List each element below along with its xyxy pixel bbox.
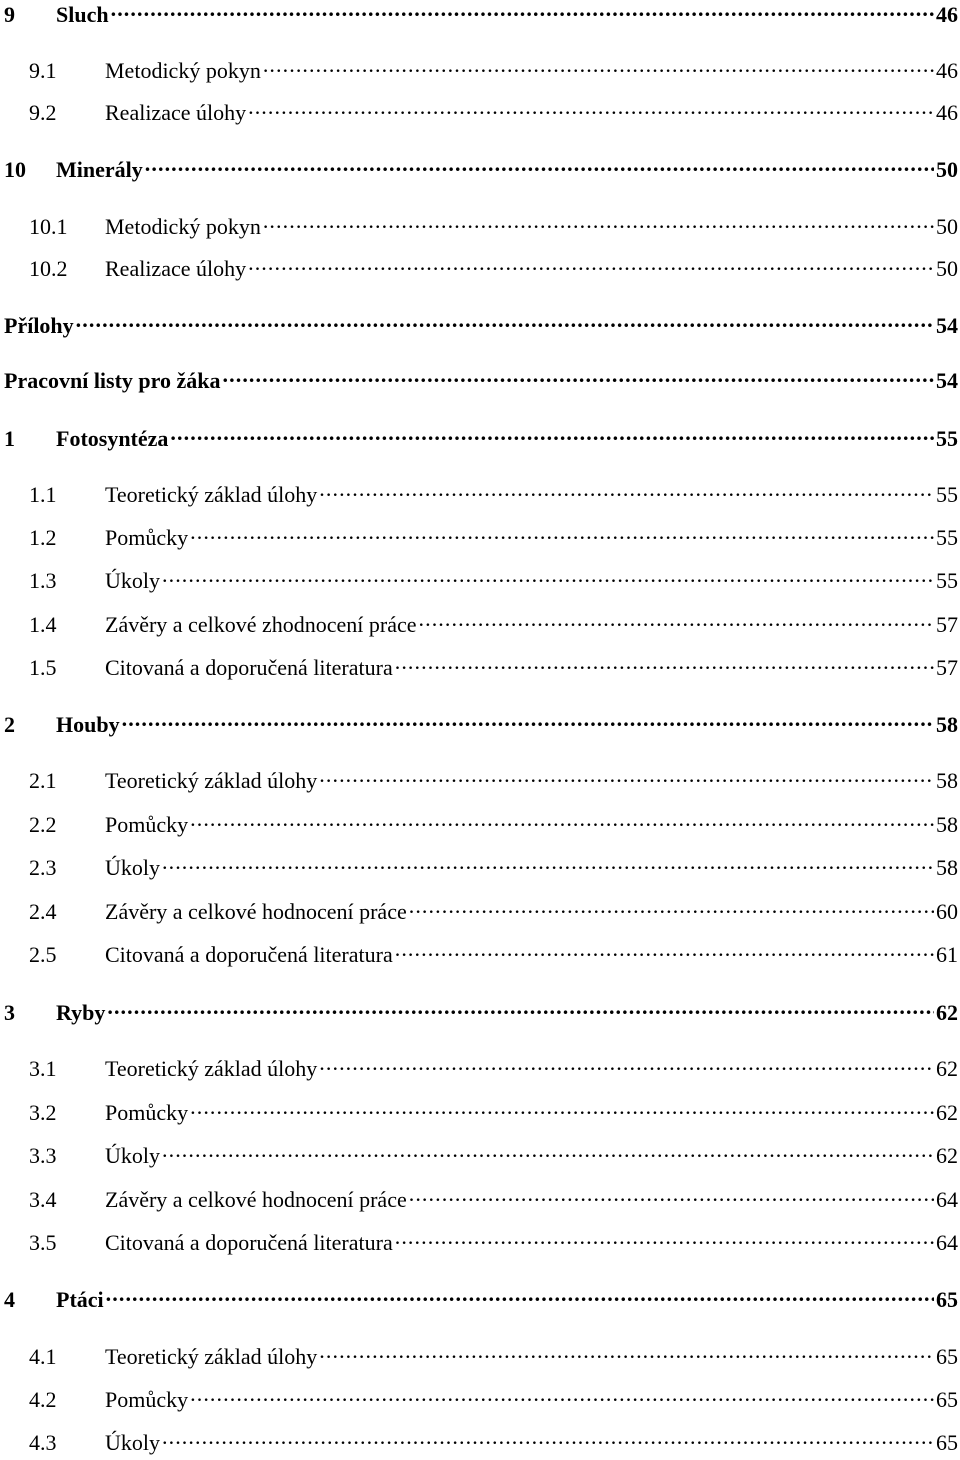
toc-entry-title: Pracovní listy pro žáka	[4, 368, 221, 393]
toc-entry-number: 2	[4, 712, 15, 737]
toc-entry-number: 4.2	[29, 1387, 57, 1412]
toc-entry-page: 55	[936, 482, 958, 507]
toc-entry-title: Teoretický základ úlohy	[105, 482, 318, 507]
toc-entry-page: 57	[936, 655, 958, 680]
toc-dot-leader	[319, 1054, 934, 1076]
toc-entry-page: 54	[936, 313, 958, 338]
toc-dot-leader	[106, 1285, 934, 1307]
toc-dot-leader	[409, 1185, 934, 1207]
toc-entry-title: Metodický pokyn	[105, 214, 261, 239]
toc-entry-page: 55	[936, 525, 958, 550]
toc-entry-number: 10	[4, 157, 26, 182]
toc-section-entry[interactable]	[0, 1228, 960, 1260]
toc-dot-leader	[263, 212, 934, 234]
toc-section-entry[interactable]	[0, 1141, 960, 1173]
toc-section-entry[interactable]	[0, 1428, 960, 1460]
toc-entry-page: 46	[936, 58, 958, 83]
toc-chapter-entry[interactable]	[0, 366, 960, 398]
toc-entry-page: 60	[936, 899, 958, 924]
toc-dot-leader	[76, 311, 934, 333]
toc-entry-title: Závěry a celkové hodnocení práce	[105, 899, 407, 924]
toc-dot-leader	[111, 0, 934, 22]
toc-entry-number: 9.2	[29, 100, 57, 125]
toc-section-entry[interactable]	[0, 1185, 960, 1217]
toc-dot-leader	[319, 1342, 934, 1364]
toc-entry-number: 2.1	[29, 768, 57, 793]
toc-entry-number: 3.1	[29, 1056, 57, 1081]
toc-entry-number: 1.5	[29, 655, 57, 680]
toc-entry-number: 1	[4, 426, 15, 451]
toc-chapter-entry[interactable]	[0, 710, 960, 742]
toc-chapter-entry[interactable]	[0, 155, 960, 187]
toc-section-entry[interactable]	[0, 566, 960, 598]
toc-chapter-entry[interactable]	[0, 0, 960, 32]
toc-entry-title: Úkoly	[105, 855, 160, 880]
toc-entry-page: 46	[936, 2, 958, 27]
toc-entry-number: 10.1	[29, 214, 68, 239]
toc-dot-leader	[162, 1428, 934, 1450]
toc-entry-number: 9	[4, 2, 15, 27]
toc-section-entry[interactable]	[0, 56, 960, 88]
toc-entry-number: 10.2	[29, 256, 68, 281]
toc-entry-title: Teoretický základ úlohy	[105, 768, 318, 793]
toc-entry-page: 62	[936, 1100, 958, 1125]
toc-entry-number: 2.4	[29, 899, 57, 924]
toc-entry-page: 58	[936, 712, 958, 737]
toc-entry-number: 4	[4, 1287, 15, 1312]
toc-dot-leader	[319, 766, 934, 788]
toc-entry-number: 1.2	[29, 525, 57, 550]
toc-section-entry[interactable]	[0, 1054, 960, 1086]
toc-section-entry[interactable]	[0, 254, 960, 286]
toc-dot-leader	[162, 853, 934, 875]
toc-section-entry[interactable]	[0, 1385, 960, 1417]
toc-entry-title: Minerály	[56, 157, 143, 182]
toc-entry-page: 54	[936, 368, 958, 393]
toc-dot-leader	[248, 98, 934, 120]
toc-section-entry[interactable]	[0, 212, 960, 244]
toc-entry-title: Citovaná a doporučená literatura	[105, 1230, 393, 1255]
toc-dot-leader	[395, 1228, 934, 1250]
toc-dot-leader	[409, 897, 934, 919]
toc-entry-title: Houby	[56, 712, 120, 737]
toc-entry-title: Citovaná a doporučená literatura	[105, 942, 393, 967]
toc-entry-number: 3.5	[29, 1230, 57, 1255]
toc-chapter-entry[interactable]	[0, 998, 960, 1030]
toc-entry-title: Úkoly	[105, 1430, 160, 1455]
toc-entry-page: 65	[936, 1287, 958, 1312]
toc-entry-title: Úkoly	[105, 568, 160, 593]
toc-entry-title: Závěry a celkové hodnocení práce	[105, 1187, 407, 1212]
toc-chapter-entry[interactable]	[0, 311, 960, 343]
toc-entry-page: 62	[936, 1000, 958, 1025]
toc-section-entry[interactable]	[0, 480, 960, 512]
toc-entry-number: 2.3	[29, 855, 57, 880]
toc-entry-page: 65	[936, 1430, 958, 1455]
toc-entry-title: Ptáci	[56, 1287, 104, 1312]
toc-entry-number: 4.1	[29, 1344, 57, 1369]
toc-dot-leader	[395, 940, 934, 962]
toc-section-entry[interactable]	[0, 523, 960, 555]
toc-entry-number: 2.5	[29, 942, 57, 967]
toc-entry-number: 3.3	[29, 1143, 57, 1168]
toc-entry-number: 4.3	[29, 1430, 57, 1455]
toc-section-entry[interactable]	[0, 853, 960, 885]
toc-entry-number: 3.2	[29, 1100, 57, 1125]
toc-chapter-entry[interactable]	[0, 1285, 960, 1317]
toc-entry-title: Fotosyntéza	[56, 426, 169, 451]
toc-entry-title: Pomůcky	[105, 1387, 189, 1412]
toc-dot-leader	[190, 1098, 934, 1120]
toc-entry-title: Pomůcky	[105, 525, 189, 550]
toc-entry-title: Přílohy	[4, 313, 74, 338]
toc-dot-leader	[190, 523, 934, 545]
toc-dot-leader	[248, 254, 934, 276]
toc-entry-title: Realizace úlohy	[105, 256, 247, 281]
toc-entry-page: 46	[936, 100, 958, 125]
toc-dot-leader	[162, 1141, 934, 1163]
toc-section-entry[interactable]	[0, 897, 960, 929]
toc-entry-number: 3	[4, 1000, 15, 1025]
toc-entry-page: 50	[936, 214, 958, 239]
toc-dot-leader	[190, 1385, 934, 1407]
toc-entry-title: Pomůcky	[105, 812, 189, 837]
toc-section-entry[interactable]	[0, 653, 960, 685]
toc-dot-leader	[419, 610, 935, 632]
toc-entry-page: 64	[936, 1187, 958, 1212]
toc-entry-page: 62	[936, 1056, 958, 1081]
toc-entry-page: 55	[936, 426, 958, 451]
toc-dot-leader	[107, 998, 934, 1020]
toc-section-entry[interactable]	[0, 766, 960, 798]
toc-entry-title: Teoretický základ úlohy	[105, 1344, 318, 1369]
toc-entry-page: 61	[936, 942, 958, 967]
toc-entry-title: Ryby	[56, 1000, 106, 1025]
toc-entry-number: 1.1	[29, 482, 57, 507]
toc-section-entry[interactable]	[0, 1098, 960, 1130]
toc-entry-title: Citovaná a doporučená literatura	[105, 655, 393, 680]
toc-section-entry[interactable]	[0, 940, 960, 972]
toc-entry-number: 1.3	[29, 568, 57, 593]
toc-section-entry[interactable]	[0, 810, 960, 842]
toc-dot-leader	[319, 480, 934, 502]
toc-entry-number: 3.4	[29, 1187, 57, 1212]
toc-entry-page: 58	[936, 855, 958, 880]
toc-entry-title: Závěry a celkové zhodnocení práce	[105, 612, 417, 637]
toc-entry-title: Úkoly	[105, 1143, 160, 1168]
toc-entry-page: 58	[936, 768, 958, 793]
toc-dot-leader	[162, 566, 934, 588]
toc-entry-page: 65	[936, 1344, 958, 1369]
toc-dot-leader	[190, 810, 934, 832]
toc-dot-leader	[395, 653, 934, 675]
toc-dot-leader	[170, 424, 934, 446]
toc-entry-page: 50	[936, 256, 958, 281]
toc-chapter-entry[interactable]	[0, 424, 960, 456]
toc-entry-number: 9.1	[29, 58, 57, 83]
toc-entry-number: 2.2	[29, 812, 57, 837]
toc-entry-title: Pomůcky	[105, 1100, 189, 1125]
toc-entry-number: 1.4	[29, 612, 57, 637]
toc-entry-title: Sluch	[56, 2, 109, 27]
toc-dot-leader	[145, 155, 934, 177]
toc-entry-page: 50	[936, 157, 958, 182]
toc-dot-leader	[122, 710, 934, 732]
toc-entry-page: 57	[936, 612, 958, 637]
toc-dot-leader	[223, 366, 934, 388]
toc-entry-page: 55	[936, 568, 958, 593]
toc-entry-page: 58	[936, 812, 958, 837]
toc-entry-title: Metodický pokyn	[105, 58, 261, 83]
toc-entry-page: 62	[936, 1143, 958, 1168]
toc-section-entry[interactable]	[0, 610, 960, 642]
toc-entry-page: 64	[936, 1230, 958, 1255]
toc-entry-title: Realizace úlohy	[105, 100, 247, 125]
toc-dot-leader	[263, 56, 934, 78]
toc-section-entry[interactable]	[0, 98, 960, 130]
toc-section-entry[interactable]	[0, 1342, 960, 1374]
toc-entry-title: Teoretický základ úlohy	[105, 1056, 318, 1081]
toc-entry-page: 65	[936, 1387, 958, 1412]
